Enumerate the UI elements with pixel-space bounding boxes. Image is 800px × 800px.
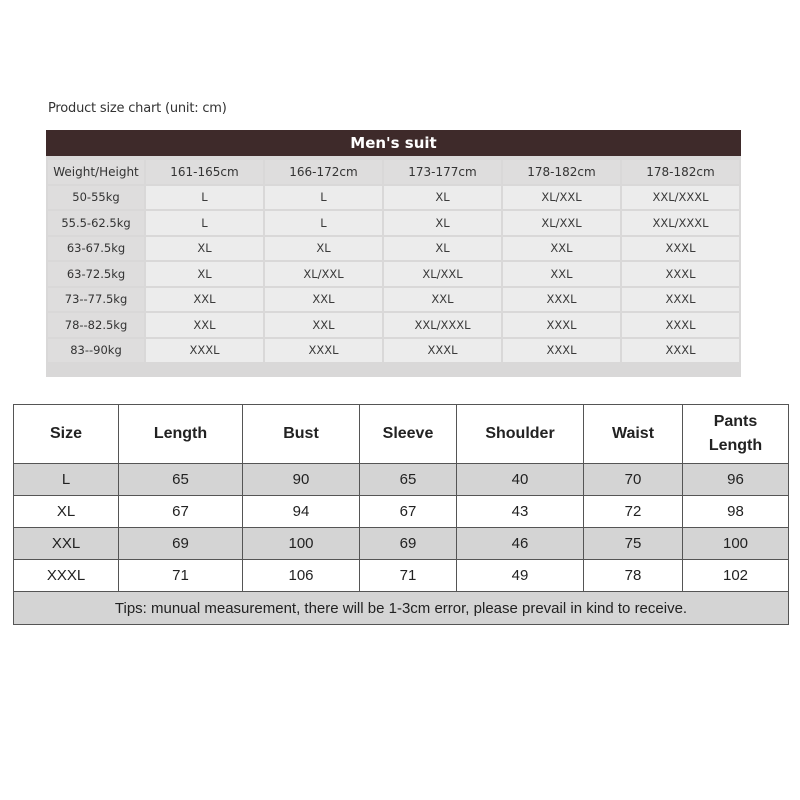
size-cell: XXL — [265, 288, 382, 312]
weight-cell: 63-72.5kg — [48, 262, 144, 286]
size-cell: XXXL — [622, 339, 739, 363]
size-cell: XXL — [503, 237, 620, 261]
value-cell: 67 — [119, 496, 243, 528]
value-cell: 98 — [683, 496, 789, 528]
value-cell: 43 — [457, 496, 584, 528]
table-row — [48, 211, 739, 235]
header-cell: 178-182cm — [622, 160, 739, 184]
size-cell: XL — [384, 211, 501, 235]
size-cell: L — [14, 464, 119, 496]
table-row — [48, 313, 739, 337]
value-cell: 90 — [243, 464, 360, 496]
header-cell: 161-165cm — [146, 160, 263, 184]
weight-cell: 83--90kg — [48, 339, 144, 363]
measurement-header-row — [14, 405, 789, 464]
header-cell: Sleeve — [360, 405, 457, 464]
size-cell: XXXL — [503, 313, 620, 337]
header-cell: 166-172cm — [265, 160, 382, 184]
value-cell: 69 — [360, 528, 457, 560]
size-cell: XXXL — [503, 339, 620, 363]
value-cell: 94 — [243, 496, 360, 528]
value-cell: 102 — [683, 560, 789, 592]
tips-text: Tips: munual measurement, there will be 1-3cm error, please prevail in kind to receive. — [14, 592, 789, 625]
size-cell: XXXL — [622, 237, 739, 261]
size-cell: XXXL — [622, 313, 739, 337]
size-cell: XXL — [146, 313, 263, 337]
measurement-table — [13, 404, 789, 625]
size-cell: XL — [384, 186, 501, 210]
value-cell: 106 — [243, 560, 360, 592]
header-cell: 178-182cm — [503, 160, 620, 184]
weight-cell: 63-67.5kg — [48, 237, 144, 261]
size-cell: XXL — [146, 288, 263, 312]
weight-cell: 50-55kg — [48, 186, 144, 210]
size-cell: XL — [146, 237, 263, 261]
header-cell: Bust — [243, 405, 360, 464]
value-cell: 65 — [360, 464, 457, 496]
header-cell: 173-177cm — [384, 160, 501, 184]
value-cell: 70 — [584, 464, 683, 496]
table-row — [14, 464, 789, 496]
header-cell: Size — [14, 405, 119, 464]
value-cell: 78 — [584, 560, 683, 592]
value-cell: 71 — [119, 560, 243, 592]
value-cell: 40 — [457, 464, 584, 496]
table-row — [48, 339, 739, 363]
size-cell: XXXL — [384, 339, 501, 363]
table-row — [48, 186, 739, 210]
table-row — [48, 288, 739, 312]
value-cell: 67 — [360, 496, 457, 528]
size-cell: XXL/XXXL — [622, 211, 739, 235]
weight-cell: 55.5-62.5kg — [48, 211, 144, 235]
size-cell: XXXL — [622, 288, 739, 312]
weight-cell: 73--77.5kg — [48, 288, 144, 312]
value-cell: 100 — [243, 528, 360, 560]
size-chart-caption: Product size chart (unit: cm) — [48, 101, 227, 116]
table-row — [48, 262, 739, 286]
size-cell: XXXL — [265, 339, 382, 363]
tips-row — [14, 592, 789, 625]
size-cell: L — [265, 186, 382, 210]
size-cell: XXXL — [622, 262, 739, 286]
size-cell: XL/XXL — [384, 262, 501, 286]
value-cell: 49 — [457, 560, 584, 592]
size-cell: XXL/XXXL — [384, 313, 501, 337]
value-cell: 96 — [683, 464, 789, 496]
header-cell: Length — [119, 405, 243, 464]
size-cell: XL/XXL — [503, 211, 620, 235]
table-row — [48, 237, 739, 261]
size-cell: L — [265, 211, 382, 235]
size-cell: XXL — [14, 528, 119, 560]
value-cell: 71 — [360, 560, 457, 592]
value-cell: 65 — [119, 464, 243, 496]
size-cell: XL — [384, 237, 501, 261]
weight-cell: 78--82.5kg — [48, 313, 144, 337]
header-cell: Waist — [584, 405, 683, 464]
size-cell: XXXL — [503, 288, 620, 312]
size-cell: XL — [265, 237, 382, 261]
size-cell: XL — [146, 262, 263, 286]
table-row — [14, 496, 789, 528]
size-cell: L — [146, 211, 263, 235]
table-row — [14, 560, 789, 592]
table-row — [14, 528, 789, 560]
size-chart-title: Men's suit — [46, 130, 741, 156]
value-cell: 100 — [683, 528, 789, 560]
size-cell: XXXL — [14, 560, 119, 592]
size-chart-table — [46, 158, 741, 364]
value-cell: 69 — [119, 528, 243, 560]
header-cell: Shoulder — [457, 405, 584, 464]
size-cell: XXXL — [146, 339, 263, 363]
size-cell: XXL/XXXL — [622, 186, 739, 210]
header-cell: Pants Length — [683, 405, 789, 464]
size-chart-header-row — [48, 160, 739, 184]
size-cell: XL — [14, 496, 119, 528]
size-cell: XL/XXL — [265, 262, 382, 286]
size-cell: XXL — [384, 288, 501, 312]
size-chart — [46, 130, 741, 377]
size-cell: XXL — [265, 313, 382, 337]
value-cell: 75 — [584, 528, 683, 560]
size-cell: L — [146, 186, 263, 210]
value-cell: 72 — [584, 496, 683, 528]
value-cell: 46 — [457, 528, 584, 560]
header-cell: Weight/Height — [48, 160, 144, 184]
size-cell: XXL — [503, 262, 620, 286]
size-cell: XL/XXL — [503, 186, 620, 210]
